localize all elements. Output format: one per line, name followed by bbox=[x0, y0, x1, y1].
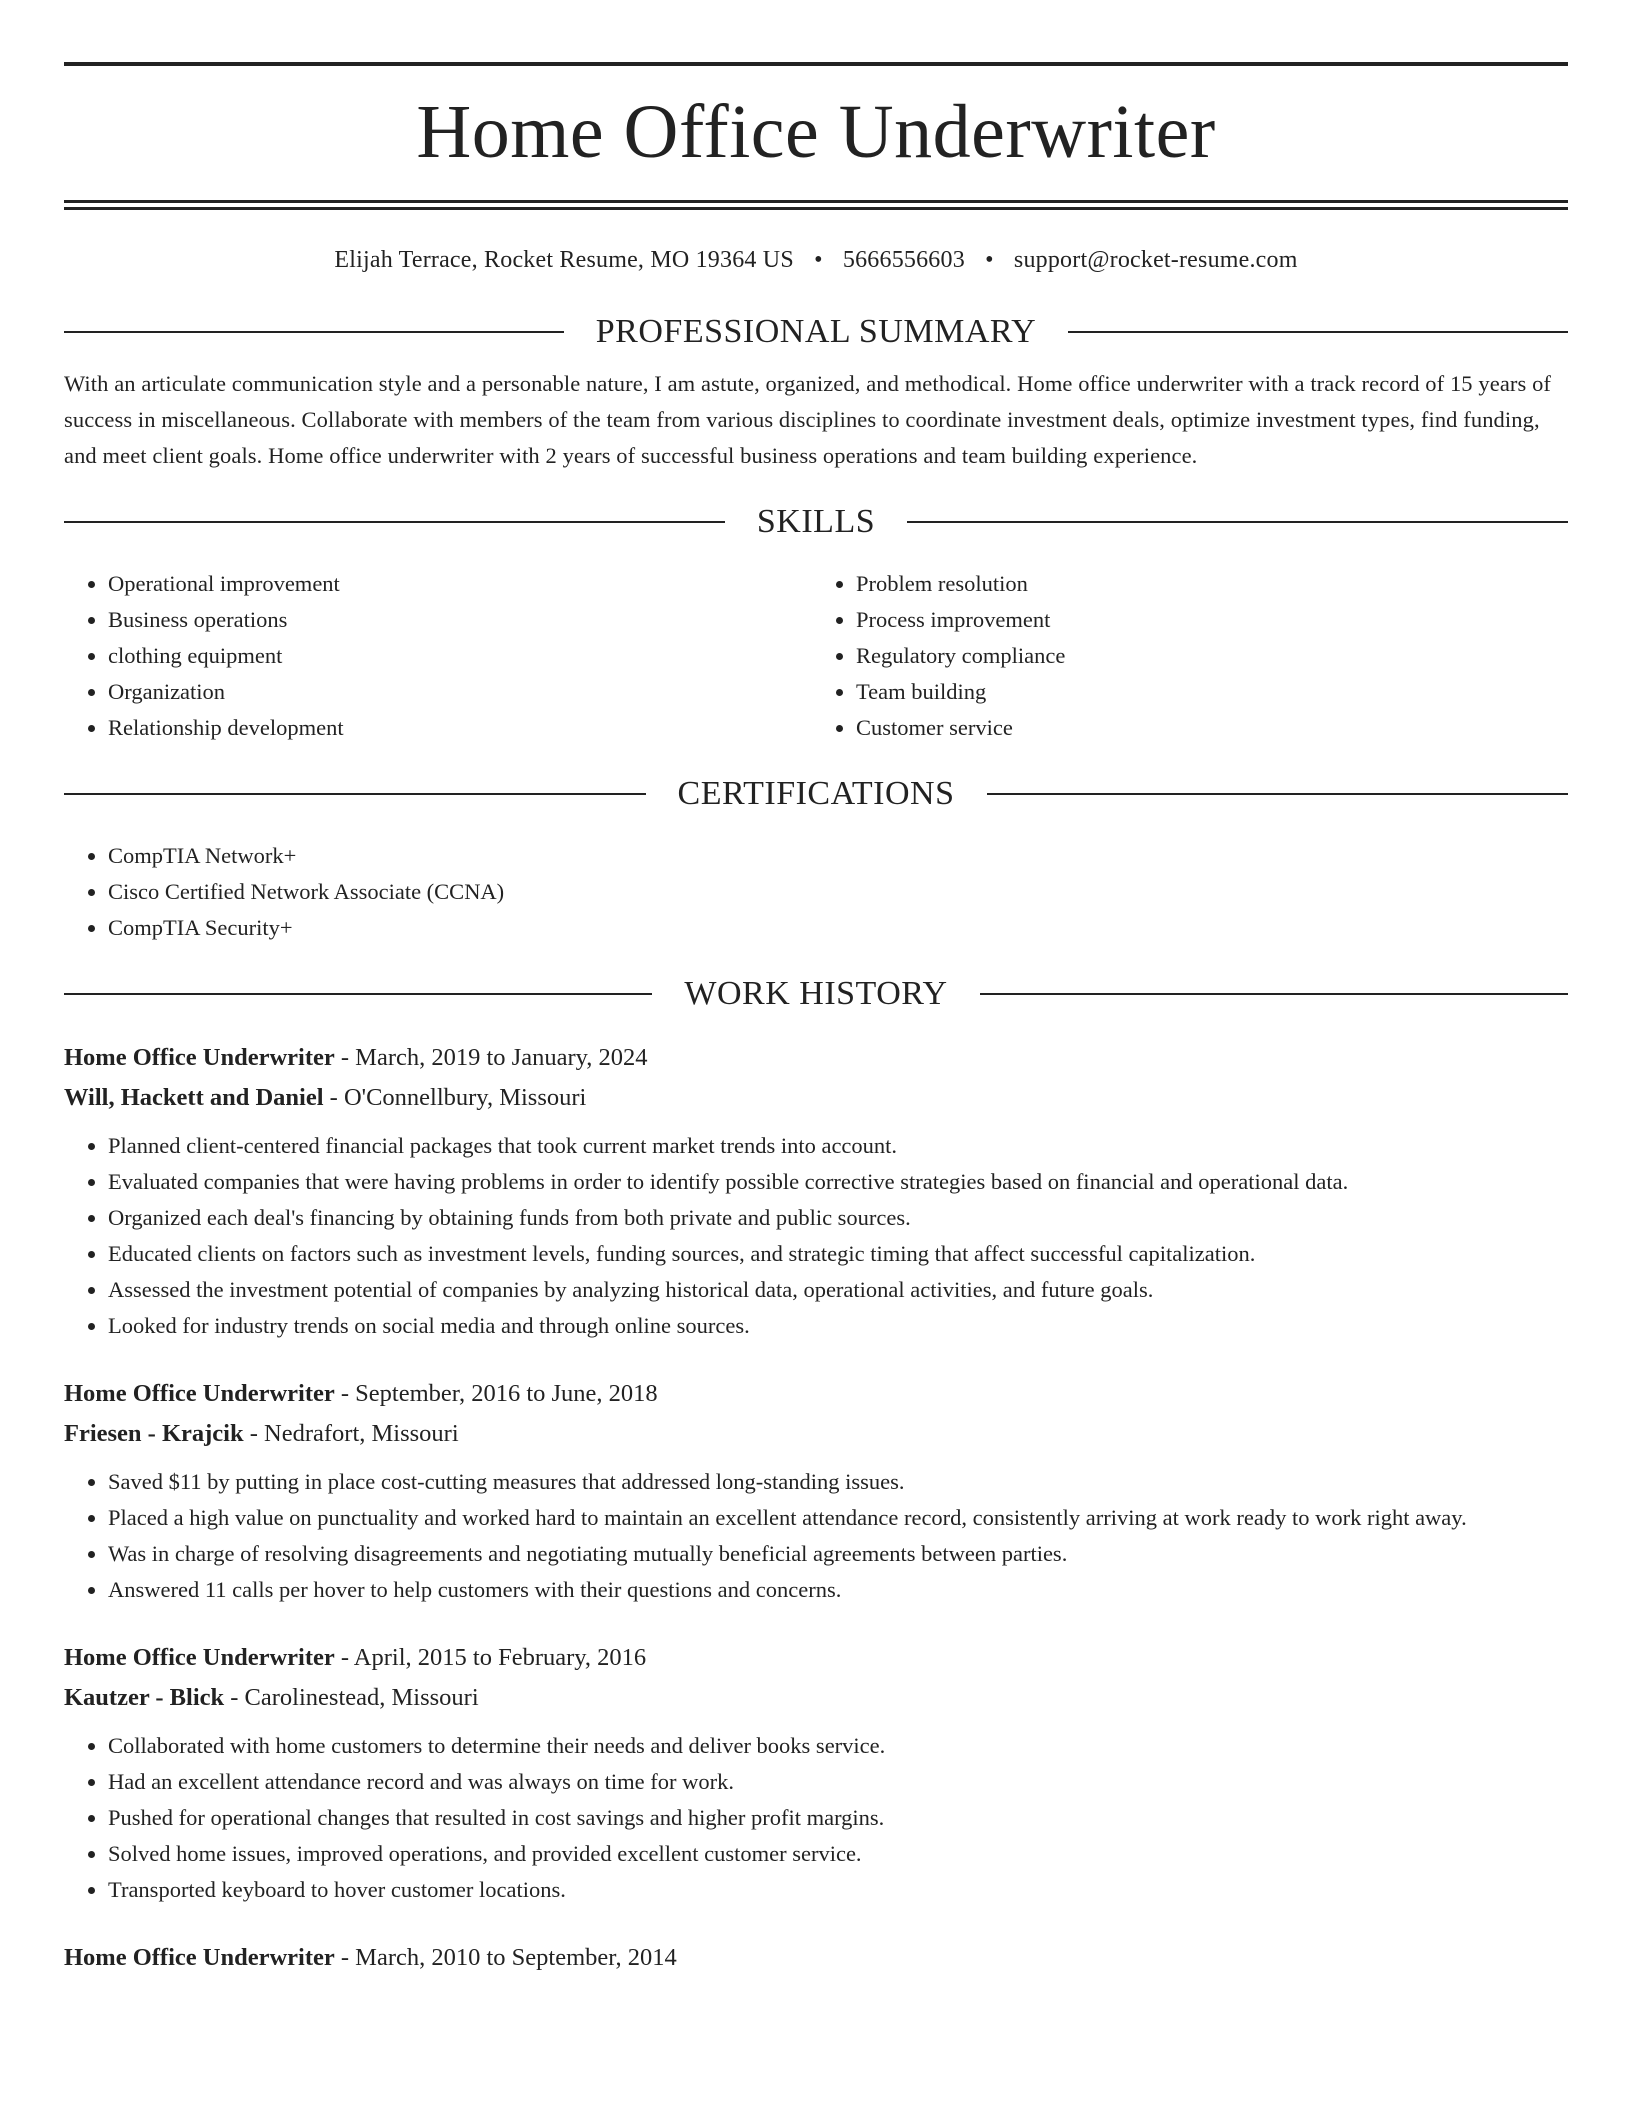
job-bullet: • Assessed the investment potential of companies by analyzing historical data, operational activities, and future goals. bbox=[108, 1272, 1568, 1308]
job-title-line bbox=[64, 1038, 1568, 1078]
job-title: Home Office Underwriter bbox=[64, 1944, 335, 1971]
heading-rule-left bbox=[64, 993, 652, 995]
skill-item: • Business operations bbox=[108, 602, 816, 638]
section-heading-work-history bbox=[64, 972, 1568, 1016]
job-bullets bbox=[64, 1128, 1568, 1344]
job-entry bbox=[64, 1638, 1568, 1908]
skill-item: • clothing equipment bbox=[108, 638, 816, 674]
contact-phone: 5666556603 bbox=[842, 247, 965, 273]
job-entry bbox=[64, 1038, 1568, 1344]
job-title-line bbox=[64, 1374, 1568, 1414]
skills-column-right bbox=[816, 566, 1568, 746]
skill-item: • Operational improvement bbox=[108, 566, 816, 602]
job-company-line bbox=[64, 1078, 1568, 1118]
job-bullet: • Solved home issues, improved operations, and provided excellent customer service. bbox=[108, 1836, 1568, 1872]
contact-email: support@rocket-resume.com bbox=[1013, 247, 1298, 273]
title-double-rule bbox=[64, 200, 1568, 210]
job-company-line bbox=[64, 1678, 1568, 1718]
top-rule bbox=[64, 62, 1568, 66]
certification-item: • CompTIA Network+ bbox=[108, 838, 1568, 874]
job-bullet: • Planned client-centered financial packages that took current market trends into account. bbox=[108, 1128, 1568, 1164]
job-bullet: • Answered 11 calls per hover to help customers with their questions and concerns. bbox=[108, 1572, 1568, 1608]
job-company-line bbox=[64, 1414, 1568, 1454]
heading-rule-left bbox=[64, 331, 564, 333]
skill-item: • Relationship development bbox=[108, 710, 816, 746]
section-title: CERTIFICATIONS bbox=[677, 775, 955, 812]
job-entry bbox=[64, 1374, 1568, 1608]
job-bullet: • Saved $11 by putting in place cost-cutting measures that addressed long-standing issues. bbox=[108, 1464, 1568, 1500]
job-dates: - September, 2016 to June, 2018 bbox=[334, 1380, 658, 1407]
page-title: Home Office Underwriter bbox=[416, 90, 1216, 174]
job-location: - Carolinestead, Missouri bbox=[224, 1684, 479, 1711]
heading-rule-left bbox=[64, 793, 646, 795]
job-title: Home Office Underwriter bbox=[64, 1644, 335, 1671]
heading-rule-right bbox=[1068, 331, 1568, 333]
heading-rule-left bbox=[64, 521, 725, 523]
certification-item: • Cisco Certified Network Associate (CCNA) bbox=[108, 874, 1568, 910]
job-dates: - March, 2010 to September, 2014 bbox=[334, 1944, 677, 1971]
contact-address: Elijah Terrace, Rocket Resume, MO 19364 US bbox=[334, 247, 794, 273]
job-bullet: • Pushed for operational changes that resulted in cost savings and higher profit margins. bbox=[108, 1800, 1568, 1836]
job-location: - O'Connellbury, Missouri bbox=[323, 1084, 587, 1111]
skills-list bbox=[64, 566, 1568, 746]
section-title: WORK HISTORY bbox=[684, 975, 948, 1012]
job-bullet: • Collaborated with home customers to determine their needs and deliver books service. bbox=[108, 1728, 1568, 1764]
job-company: Will, Hackett and Daniel bbox=[64, 1084, 324, 1111]
job-bullet: • Educated clients on factors such as investment levels, funding sources, and strategic timing that affect successful capitalization. bbox=[108, 1236, 1568, 1272]
job-bullets bbox=[64, 1728, 1568, 1908]
job-bullet: • Looked for industry trends on social media and through online sources. bbox=[108, 1308, 1568, 1344]
heading-rule-right bbox=[980, 993, 1568, 995]
skill-item: • Regulatory compliance bbox=[856, 638, 1568, 674]
skills-column-left bbox=[64, 566, 816, 746]
job-company: Friesen - Krajcik bbox=[64, 1420, 244, 1447]
heading-rule-right bbox=[907, 521, 1568, 523]
heading-rule-right bbox=[987, 793, 1569, 795]
job-title: Home Office Underwriter bbox=[64, 1380, 335, 1407]
certification-item: • CompTIA Security+ bbox=[108, 910, 1568, 946]
job-dates: - March, 2019 to January, 2024 bbox=[334, 1044, 648, 1071]
job-entry bbox=[64, 1938, 1568, 1978]
job-bullet: • Had an excellent attendance record and was always on time for work. bbox=[108, 1764, 1568, 1800]
section-title: PROFESSIONAL SUMMARY bbox=[595, 313, 1037, 350]
section-title: SKILLS bbox=[756, 503, 876, 540]
contact-separator: • bbox=[985, 247, 994, 273]
skill-item: • Process improvement bbox=[856, 602, 1568, 638]
job-company: Kautzer - Blick bbox=[64, 1684, 225, 1711]
job-bullet: • Transported keyboard to hover customer locations. bbox=[108, 1872, 1568, 1908]
job-bullets bbox=[64, 1464, 1568, 1608]
skill-item: • Customer service bbox=[856, 710, 1568, 746]
job-bullet: • Organized each deal's financing by obtaining funds from both private and public sources. bbox=[108, 1200, 1568, 1236]
section-heading-skills bbox=[64, 500, 1568, 544]
job-dates: - April, 2015 to February, 2016 bbox=[334, 1644, 647, 1671]
skill-item: • Team building bbox=[856, 674, 1568, 710]
job-location: - Nedrafort, Missouri bbox=[243, 1420, 459, 1447]
job-bullet: • Evaluated companies that were having problems in order to identify possible corrective strategies based on financial and operational data. bbox=[108, 1164, 1568, 1200]
job-title-line bbox=[64, 1938, 1568, 1978]
section-heading-summary bbox=[64, 310, 1568, 354]
skill-item: • Problem resolution bbox=[856, 566, 1568, 602]
job-bullet: • Placed a high value on punctuality and worked hard to maintain an excellent attendance record, consistently arriving at work ready to work right away. bbox=[108, 1500, 1568, 1536]
contact-separator: • bbox=[814, 247, 823, 273]
job-bullet: • Was in charge of resolving disagreements and negotiating mutually beneficial agreements between parties. bbox=[108, 1536, 1568, 1572]
job-title-line bbox=[64, 1638, 1568, 1678]
section-heading-certifications bbox=[64, 772, 1568, 816]
contact-line bbox=[64, 244, 1568, 276]
summary-text: With an articulate communication style and a personable nature, I am astute, organized, and methodical. Home office underwriter with a track record of 15 years of success in miscellaneous. Collaborate with members of the team from various disciplines to coordinate investment deals, optimize investment types, find funding, and meet client goals. Home office underwriter with 2 years of successful business operations and team building experience. bbox=[64, 371, 1552, 468]
job-title: Home Office Underwriter bbox=[64, 1044, 335, 1071]
certifications-list bbox=[64, 838, 1568, 946]
skill-item: • Organization bbox=[108, 674, 816, 710]
